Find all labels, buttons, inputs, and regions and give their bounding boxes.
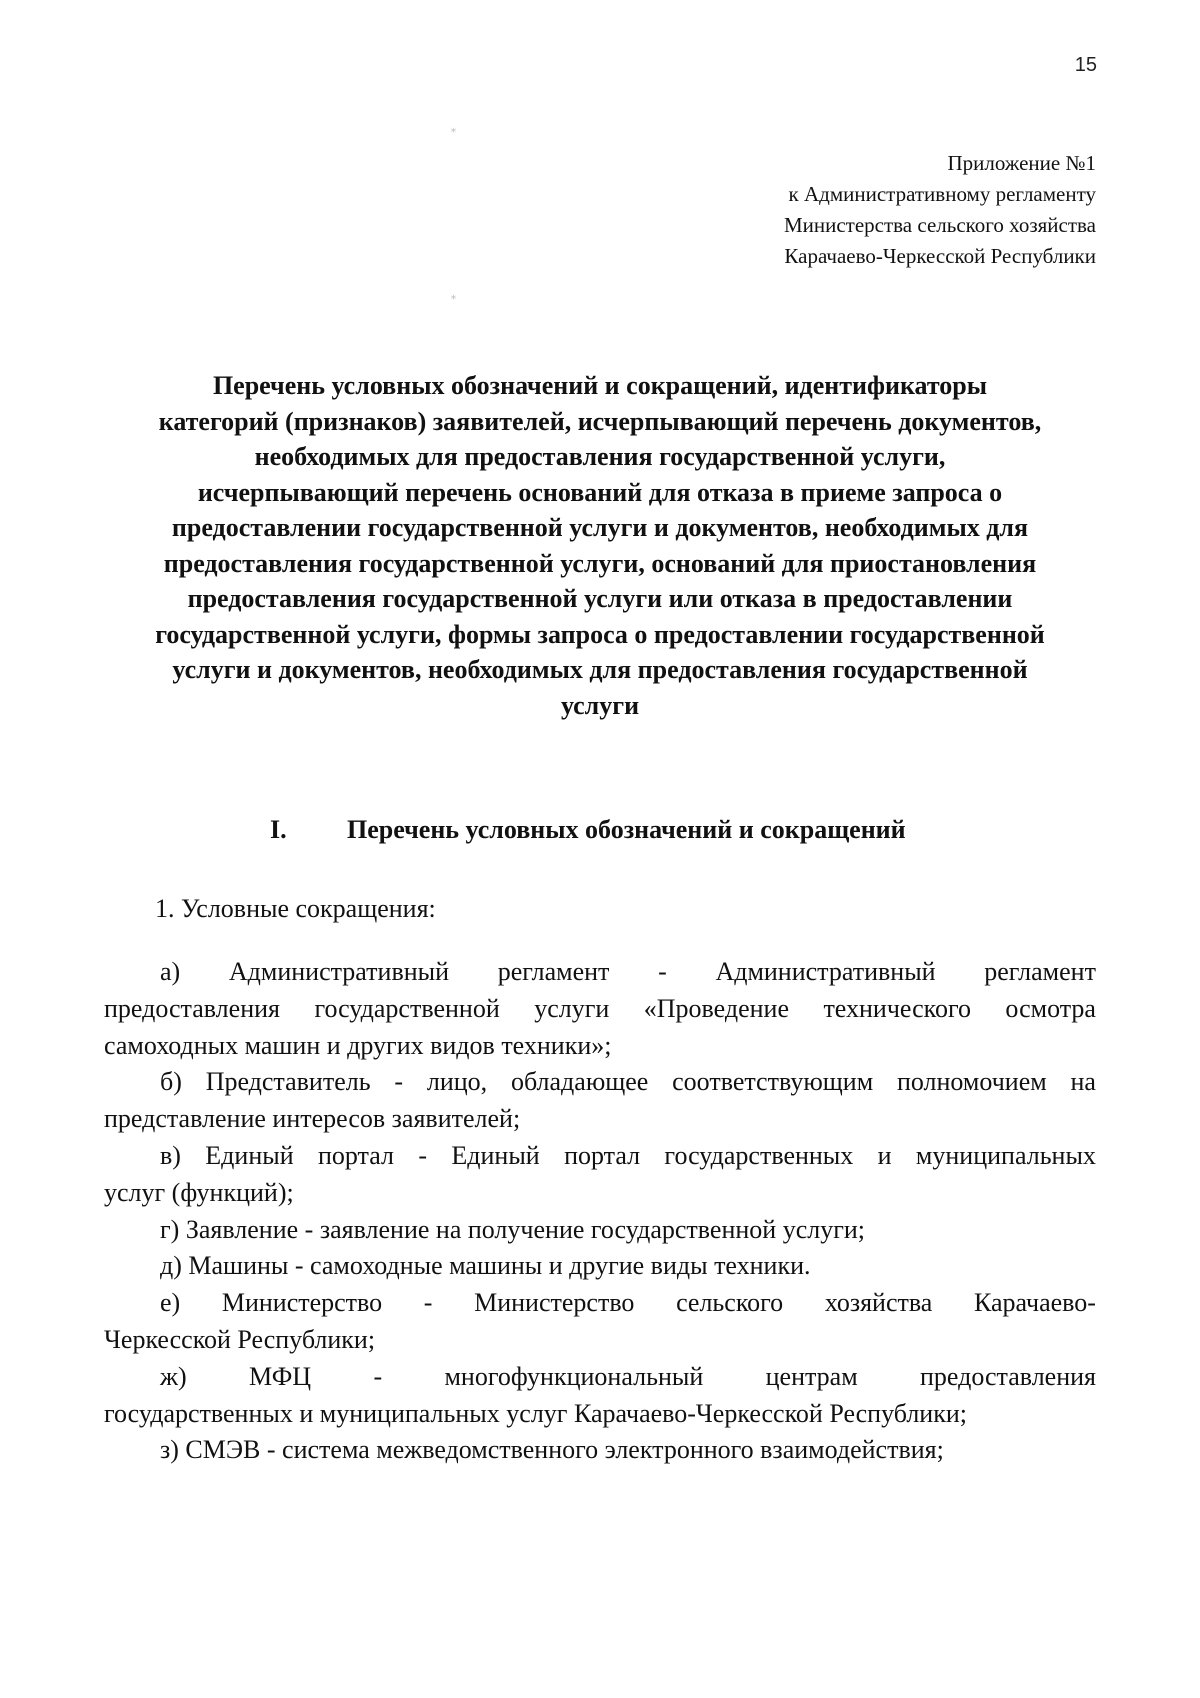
title-line: Перечень условных обозначений и сокращений, идентификаторы — [212, 371, 988, 400]
word: обладающее — [510, 1067, 649, 1097]
scan-mark: ⁎ — [451, 291, 456, 302]
item-b-line-2: представление интересов заявителей; — [104, 1104, 521, 1134]
word: предоставления — [920, 1361, 1096, 1391]
word: б) — [160, 1067, 182, 1097]
word: осмотра — [1005, 993, 1096, 1023]
word: - — [418, 1140, 428, 1170]
word: МФЦ — [248, 1361, 312, 1391]
word: Единый — [451, 1140, 540, 1170]
title-line: исчерпывающий перечень оснований для отказа в приеме запроса о — [197, 477, 1003, 507]
item-a-line-2 — [104, 991, 1096, 1028]
item-e-line-2: Черкесской Республики; — [104, 1324, 376, 1354]
word: в) — [160, 1140, 181, 1170]
appendix-block — [784, 148, 1096, 272]
word: центрам — [765, 1361, 858, 1391]
item-b-line-1 — [104, 1064, 1096, 1101]
appendix-line: Карачаево-Черкесской Республики — [784, 244, 1096, 268]
word: и — [877, 1140, 892, 1170]
word: е) — [160, 1288, 181, 1318]
word: - — [423, 1288, 433, 1318]
word: Единый — [205, 1140, 294, 1170]
word: на — [1070, 1067, 1096, 1097]
word: регламент — [984, 957, 1096, 986]
word: государственной — [314, 993, 500, 1023]
word: лицо, — [426, 1067, 488, 1097]
word: - — [394, 1067, 404, 1097]
title-line: предоставлении государственной услуги и документов, необходимых для — [171, 513, 1029, 542]
word: портал — [564, 1140, 641, 1170]
appendix-line: к Административному регламенту — [788, 182, 1096, 206]
word: государственных — [664, 1140, 854, 1170]
word: Министерство — [221, 1288, 383, 1318]
word: - — [373, 1361, 383, 1391]
title-line: предоставления государственной услуги, оснований для приостановления — [163, 548, 1037, 578]
appendix-line: Приложение №1 — [947, 151, 1096, 175]
scan-mark: ⁎ — [451, 124, 456, 135]
word: муниципальных — [915, 1140, 1096, 1170]
item-v-line-2: услуг (функций); — [104, 1177, 294, 1207]
word: Представитель — [205, 1067, 371, 1097]
subsection-heading: 1. Условные сокращения: — [155, 894, 436, 923]
section-heading — [270, 813, 906, 847]
word: регламент — [497, 957, 610, 986]
word: портал — [317, 1140, 394, 1170]
item-d-line: д) Машины - самоходные машины и другие виды техники. — [160, 1251, 811, 1281]
word: Министерство — [474, 1288, 635, 1318]
item-zh-line-1 — [104, 1359, 1096, 1396]
item-v-line-1 — [104, 1138, 1096, 1175]
word: Административный — [228, 957, 450, 986]
title-line: необходимых для предоставления государственной услуги, — [254, 442, 946, 471]
word: Административный — [715, 957, 936, 986]
word: хозяйства — [824, 1288, 933, 1318]
word: ж) — [160, 1361, 187, 1391]
word: «Проведение — [643, 993, 789, 1023]
word: соответствующим — [672, 1067, 874, 1097]
word: предоставления — [104, 993, 280, 1023]
item-a-line-1 — [104, 954, 1096, 991]
title-line: предоставления государственной услуги или отказа в предоставлении — [187, 584, 1013, 613]
item-zh-line-2: государственных и муниципальных услуг Карачаево-Черкесской Республики; — [104, 1398, 967, 1428]
word: услуги — [534, 993, 610, 1023]
title-line: категорий (признаков) заявителей, исчерпывающий перечень документов, — [158, 406, 1042, 436]
item-a-line-3: самоходных машин и других видов техники»; — [104, 1030, 612, 1060]
abbreviations-list — [104, 954, 1096, 1469]
page-number: 15 — [1074, 54, 1097, 76]
document-title — [96, 368, 1104, 723]
item-g-line: г) Заявление - заявление на получение государственной услуги; — [160, 1214, 866, 1244]
section-title: Перечень условных обозначений и сокращений — [347, 815, 906, 844]
word: сельского — [676, 1288, 784, 1318]
word: полномочием — [896, 1067, 1047, 1097]
title-line: услуги — [560, 690, 640, 720]
appendix-line: Министерства сельского хозяйства — [783, 213, 1096, 237]
title-line: государственной услуги, формы запроса о предоставлении государственной — [155, 619, 1045, 649]
word: Карачаево- — [973, 1288, 1096, 1318]
word: - — [658, 957, 667, 986]
word: технического — [823, 993, 971, 1023]
section-number: I. — [270, 815, 287, 844]
word: а) — [160, 957, 181, 986]
item-e-line-1 — [104, 1285, 1096, 1322]
title-line: услуги и документов, необходимых для предоставления государственной — [172, 655, 1028, 684]
word: многофункциональный — [444, 1361, 704, 1391]
item-z-line: з) СМЭВ - система межведомственного электронного взаимодействия; — [160, 1435, 944, 1465]
